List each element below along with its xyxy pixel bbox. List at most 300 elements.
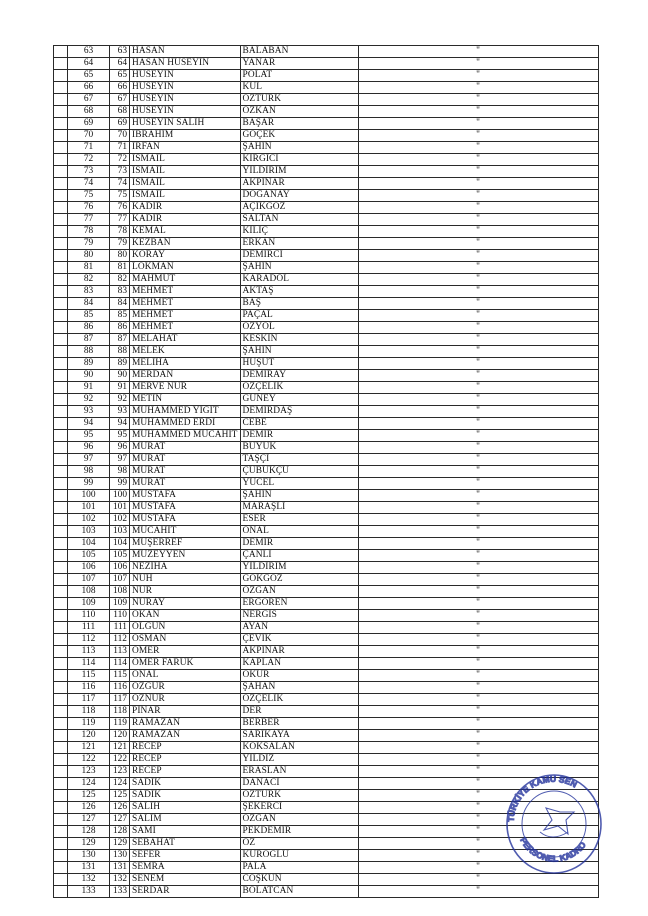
last-name: POLAT (240, 70, 358, 82)
row-number: 119 (68, 718, 110, 730)
svg-text:TÜRKİYE KAMU SEN (506, 774, 579, 822)
row-number: 89 (68, 358, 110, 370)
first-name: HÜSEYİN (130, 70, 241, 82)
ditto-mark: " (358, 670, 598, 682)
first-name: MUHAMMED YİĞİT (130, 406, 241, 418)
row-blank-cell (54, 694, 68, 706)
row-number: 112 (68, 634, 110, 646)
row-blank-cell (54, 490, 68, 502)
table-row (54, 310, 599, 322)
last-name: NERGİS (240, 610, 358, 622)
ditto-mark: " (358, 802, 598, 814)
row-number: 103 (68, 526, 110, 538)
first-name: İSMAİL (130, 166, 241, 178)
first-name: RECEP (130, 754, 241, 766)
ditto-mark: " (358, 106, 598, 118)
table-row (54, 226, 599, 238)
row-number: 90 (68, 370, 110, 382)
row-blank-cell (54, 274, 68, 286)
last-name: SARIKAYA (240, 730, 358, 742)
ditto-mark: " (358, 814, 598, 826)
sequence-number: 127 (110, 814, 130, 826)
sequence-number: 104 (110, 538, 130, 550)
last-name: ŞAHİN (240, 262, 358, 274)
table-row (54, 598, 599, 610)
last-name: DEMİR (240, 538, 358, 550)
row-number: 123 (68, 766, 110, 778)
row-number: 113 (68, 646, 110, 658)
sequence-number: 77 (110, 214, 130, 226)
ditto-mark: " (358, 442, 598, 454)
row-blank-cell (54, 430, 68, 442)
sequence-number: 66 (110, 82, 130, 94)
sequence-number: 90 (110, 370, 130, 382)
first-name: SALİH (130, 802, 241, 814)
sequence-number: 78 (110, 226, 130, 238)
row-blank-cell (54, 394, 68, 406)
sequence-number: 103 (110, 526, 130, 538)
last-name: ÖZÇELİK (240, 694, 358, 706)
sequence-number: 118 (110, 706, 130, 718)
first-name: RECEP (130, 742, 241, 754)
sequence-number: 121 (110, 742, 130, 754)
sequence-number: 92 (110, 394, 130, 406)
ditto-mark: " (358, 82, 598, 94)
row-number: 130 (68, 850, 110, 862)
row-blank-cell (54, 418, 68, 430)
row-blank-cell (54, 250, 68, 262)
first-name: OLGUN (130, 622, 241, 634)
first-name: KORAY (130, 250, 241, 262)
sequence-number: 117 (110, 694, 130, 706)
row-number: 122 (68, 754, 110, 766)
first-name: HÜSEYİN (130, 94, 241, 106)
first-name: NUR (130, 586, 241, 598)
last-name: ÖNAL (240, 526, 358, 538)
table-row (54, 118, 599, 130)
first-name: OKAN (130, 610, 241, 622)
last-name: ŞAHİN (240, 346, 358, 358)
first-name: HÜSEYİN SALİH (130, 118, 241, 130)
row-blank-cell (54, 334, 68, 346)
ditto-mark: " (358, 190, 598, 202)
last-name: ÖZTÜRK (240, 94, 358, 106)
last-name: MARAŞLI (240, 502, 358, 514)
row-number: 70 (68, 130, 110, 142)
row-number: 117 (68, 694, 110, 706)
table-row (54, 718, 599, 730)
ditto-mark: " (358, 406, 598, 418)
ditto-mark: " (358, 334, 598, 346)
first-name: SEBAHAT (130, 838, 241, 850)
table-row (54, 646, 599, 658)
first-name: MEHMET (130, 286, 241, 298)
row-blank-cell (54, 874, 68, 886)
table-row (54, 706, 599, 718)
table-row (54, 298, 599, 310)
sequence-number: 73 (110, 166, 130, 178)
table-row (54, 70, 599, 82)
row-blank-cell (54, 142, 68, 154)
first-name: KEZBAN (130, 238, 241, 250)
row-number: 77 (68, 214, 110, 226)
last-name: DER (240, 706, 358, 718)
ditto-mark: " (358, 154, 598, 166)
sequence-number: 86 (110, 322, 130, 334)
ditto-mark: " (358, 826, 598, 838)
sequence-number: 93 (110, 406, 130, 418)
ditto-mark: " (358, 886, 598, 898)
last-name: ÖZYOL (240, 322, 358, 334)
row-number: 111 (68, 622, 110, 634)
ditto-mark: " (358, 622, 598, 634)
row-number: 124 (68, 778, 110, 790)
row-number: 87 (68, 334, 110, 346)
table-row (54, 238, 599, 250)
last-name: KÜL (240, 82, 358, 94)
row-blank-cell (54, 382, 68, 394)
last-name: ÇANLI (240, 550, 358, 562)
ditto-mark: " (358, 766, 598, 778)
sequence-number: 97 (110, 454, 130, 466)
row-number: 67 (68, 94, 110, 106)
row-number: 73 (68, 166, 110, 178)
row-blank-cell (54, 322, 68, 334)
table-row (54, 202, 599, 214)
sequence-number: 98 (110, 466, 130, 478)
row-number: 64 (68, 58, 110, 70)
sequence-number: 91 (110, 382, 130, 394)
sequence-number: 84 (110, 298, 130, 310)
first-name: KADİR (130, 202, 241, 214)
row-number: 108 (68, 586, 110, 598)
first-name: ÖMER FARUK (130, 658, 241, 670)
sequence-number: 67 (110, 94, 130, 106)
last-name: YANAR (240, 58, 358, 70)
sequence-number: 110 (110, 610, 130, 622)
sequence-number: 88 (110, 346, 130, 358)
last-name: ÖZGAN (240, 586, 358, 598)
row-number: 76 (68, 202, 110, 214)
row-blank-cell (54, 790, 68, 802)
ditto-mark: " (358, 706, 598, 718)
first-name: MEHMET (130, 310, 241, 322)
row-blank-cell (54, 670, 68, 682)
ditto-mark: " (358, 250, 598, 262)
row-blank-cell (54, 154, 68, 166)
row-blank-cell (54, 850, 68, 862)
first-name: SAMİ (130, 826, 241, 838)
sequence-number: 64 (110, 58, 130, 70)
last-name: ŞAHİN (240, 142, 358, 154)
row-number: 131 (68, 862, 110, 874)
last-name: AKPINAR (240, 646, 358, 658)
first-name: MÜŞERREF (130, 538, 241, 550)
row-number: 120 (68, 730, 110, 742)
ditto-mark: " (358, 274, 598, 286)
ditto-mark: " (358, 718, 598, 730)
row-blank-cell (54, 130, 68, 142)
sequence-number: 126 (110, 802, 130, 814)
first-name: SADIK (130, 790, 241, 802)
ditto-mark: " (358, 694, 598, 706)
table-row (54, 334, 599, 346)
first-name: MUHAMMED MÜCAHİT (130, 430, 241, 442)
row-number: 75 (68, 190, 110, 202)
row-blank-cell (54, 238, 68, 250)
row-blank-cell (54, 358, 68, 370)
ditto-mark: " (358, 754, 598, 766)
ditto-mark: " (358, 262, 598, 274)
row-blank-cell (54, 886, 68, 898)
row-number: 95 (68, 430, 110, 442)
last-name: BÜYÜK (240, 442, 358, 454)
row-number: 65 (68, 70, 110, 82)
first-name: METİN (130, 394, 241, 406)
row-blank-cell (54, 622, 68, 634)
sequence-number: 105 (110, 550, 130, 562)
ditto-mark: " (358, 226, 598, 238)
last-name: ESER (240, 514, 358, 526)
row-blank-cell (54, 766, 68, 778)
table-row (54, 478, 599, 490)
first-name: KEMAL (130, 226, 241, 238)
first-name: SEMRA (130, 862, 241, 874)
sequence-number: 111 (110, 622, 130, 634)
sequence-number: 124 (110, 778, 130, 790)
first-name: MEHMET (130, 298, 241, 310)
ditto-mark: " (358, 382, 598, 394)
sequence-number: 116 (110, 682, 130, 694)
last-name: KUROĞLU (240, 850, 358, 862)
table-row (54, 214, 599, 226)
first-name: MELİHA (130, 358, 241, 370)
last-name: DOĞANAY (240, 190, 358, 202)
ditto-mark: " (358, 838, 598, 850)
row-blank-cell (54, 838, 68, 850)
row-number: 128 (68, 826, 110, 838)
ditto-mark: " (358, 202, 598, 214)
ditto-mark: " (358, 358, 598, 370)
row-blank-cell (54, 118, 68, 130)
table-row (54, 562, 599, 574)
last-name: ŞEKERCİ (240, 802, 358, 814)
first-name: SERDAR (130, 886, 241, 898)
table-row (54, 418, 599, 430)
sequence-number: 85 (110, 310, 130, 322)
first-name: RAMAZAN (130, 730, 241, 742)
sequence-number: 129 (110, 838, 130, 850)
sequence-number: 122 (110, 754, 130, 766)
first-name: MURAT (130, 454, 241, 466)
last-name: ÖZGAN (240, 814, 358, 826)
last-name: DEMİRCİ (240, 250, 358, 262)
table-row (54, 574, 599, 586)
last-name: KESKİN (240, 334, 358, 346)
sequence-number: 63 (110, 46, 130, 58)
sequence-number: 120 (110, 730, 130, 742)
first-name: MURAT (130, 466, 241, 478)
ditto-mark: " (358, 166, 598, 178)
last-name: YILDIZ (240, 754, 358, 766)
row-number: 107 (68, 574, 110, 586)
last-name: OKUR (240, 670, 358, 682)
row-number: 129 (68, 838, 110, 850)
first-name: MERVE NUR (130, 382, 241, 394)
ditto-mark: " (358, 394, 598, 406)
table-row (54, 658, 599, 670)
row-number: 127 (68, 814, 110, 826)
sequence-number: 130 (110, 850, 130, 862)
ditto-mark: " (358, 70, 598, 82)
row-number: 104 (68, 538, 110, 550)
sequence-number: 131 (110, 862, 130, 874)
last-name: TAŞÇI (240, 454, 358, 466)
table-row (54, 502, 599, 514)
row-blank-cell (54, 814, 68, 826)
last-name: ÇUBUKÇU (240, 466, 358, 478)
row-number: 109 (68, 598, 110, 610)
last-name: SALTAN (240, 214, 358, 226)
ditto-mark: " (358, 298, 598, 310)
row-number: 99 (68, 478, 110, 490)
ditto-mark: " (358, 562, 598, 574)
last-name: KARADÖL (240, 274, 358, 286)
first-name: MURAT (130, 442, 241, 454)
ditto-mark: " (358, 310, 598, 322)
last-name: AYAN (240, 622, 358, 634)
ditto-mark: " (358, 46, 598, 58)
row-number: 68 (68, 106, 110, 118)
table-row (54, 274, 599, 286)
sequence-number: 71 (110, 142, 130, 154)
row-blank-cell (54, 574, 68, 586)
ditto-mark: " (358, 478, 598, 490)
first-name: SADIK (130, 778, 241, 790)
ditto-mark: " (358, 790, 598, 802)
table-row (54, 490, 599, 502)
first-name: ÖMER (130, 646, 241, 658)
first-name: HASAN (130, 46, 241, 58)
last-name: ERKAN (240, 238, 358, 250)
sequence-number: 119 (110, 718, 130, 730)
first-name: OSMAN (130, 634, 241, 646)
table-row (54, 382, 599, 394)
last-name: BAŞ (240, 298, 358, 310)
last-name: BALABAN (240, 46, 358, 58)
last-name: DANACI (240, 778, 358, 790)
table-row (54, 286, 599, 298)
first-name: MELEK (130, 346, 241, 358)
sequence-number: 99 (110, 478, 130, 490)
row-number: 83 (68, 286, 110, 298)
table-row (54, 466, 599, 478)
first-name: ÖZGÜR (130, 682, 241, 694)
row-blank-cell (54, 442, 68, 454)
last-name: YILDIRIM (240, 166, 358, 178)
sequence-number: 94 (110, 418, 130, 430)
last-name: ERASLAN (240, 766, 358, 778)
row-blank-cell (54, 514, 68, 526)
first-name: RECEP (130, 766, 241, 778)
row-blank-cell (54, 178, 68, 190)
table-row (54, 166, 599, 178)
ditto-mark: " (358, 742, 598, 754)
table-row (54, 730, 599, 742)
row-number: 82 (68, 274, 110, 286)
first-name: İSMAİL (130, 190, 241, 202)
first-name: MELAHAT (130, 334, 241, 346)
table-row (54, 46, 599, 58)
last-name: PALA (240, 862, 358, 874)
last-name: ŞAHİN (240, 490, 358, 502)
ditto-mark: " (358, 142, 598, 154)
last-name: YÜCEL (240, 478, 358, 490)
ditto-mark: " (358, 418, 598, 430)
first-name: SALİM (130, 814, 241, 826)
row-number: 86 (68, 322, 110, 334)
sequence-number: 70 (110, 130, 130, 142)
last-name: DEMİR (240, 430, 358, 442)
first-name: SENEM (130, 874, 241, 886)
first-name: İBRAHİM (130, 130, 241, 142)
last-name: PAÇAL (240, 310, 358, 322)
ditto-mark: " (358, 130, 598, 142)
table-row (54, 190, 599, 202)
table-row (54, 454, 599, 466)
stamp-top-text: TÜRKİYE KAMU SEN (505, 773, 579, 823)
row-blank-cell (54, 862, 68, 874)
table-row (54, 622, 599, 634)
table-row (54, 322, 599, 334)
svg-text:PERSONEL KADRO (518, 836, 588, 864)
last-name: COŞKUN (240, 874, 358, 886)
sequence-number: 72 (110, 154, 130, 166)
first-name: HÜSEYİN (130, 82, 241, 94)
table-row (54, 262, 599, 274)
last-name: CEBE (240, 418, 358, 430)
table-row (54, 94, 599, 106)
first-name: İSMAİL (130, 154, 241, 166)
first-name: MERDAN (130, 370, 241, 382)
row-number: 72 (68, 154, 110, 166)
table-row (54, 682, 599, 694)
sequence-number: 96 (110, 442, 130, 454)
row-blank-cell (54, 478, 68, 490)
ditto-mark: " (358, 514, 598, 526)
last-name: DEMİRAY (240, 370, 358, 382)
first-name: NEZİHA (130, 562, 241, 574)
sequence-number: 107 (110, 574, 130, 586)
ditto-mark: " (358, 658, 598, 670)
row-number: 118 (68, 706, 110, 718)
ditto-mark: " (358, 862, 598, 874)
ditto-mark: " (358, 58, 598, 70)
ditto-mark: " (358, 586, 598, 598)
row-blank-cell (54, 610, 68, 622)
table-row (54, 58, 599, 70)
row-number: 110 (68, 610, 110, 622)
row-blank-cell (54, 526, 68, 538)
sequence-number: 80 (110, 250, 130, 262)
table-row (54, 370, 599, 382)
row-number: 98 (68, 466, 110, 478)
row-number: 92 (68, 394, 110, 406)
row-blank-cell (54, 550, 68, 562)
last-name: KAPLAN (240, 658, 358, 670)
sequence-number: 112 (110, 634, 130, 646)
row-blank-cell (54, 730, 68, 742)
